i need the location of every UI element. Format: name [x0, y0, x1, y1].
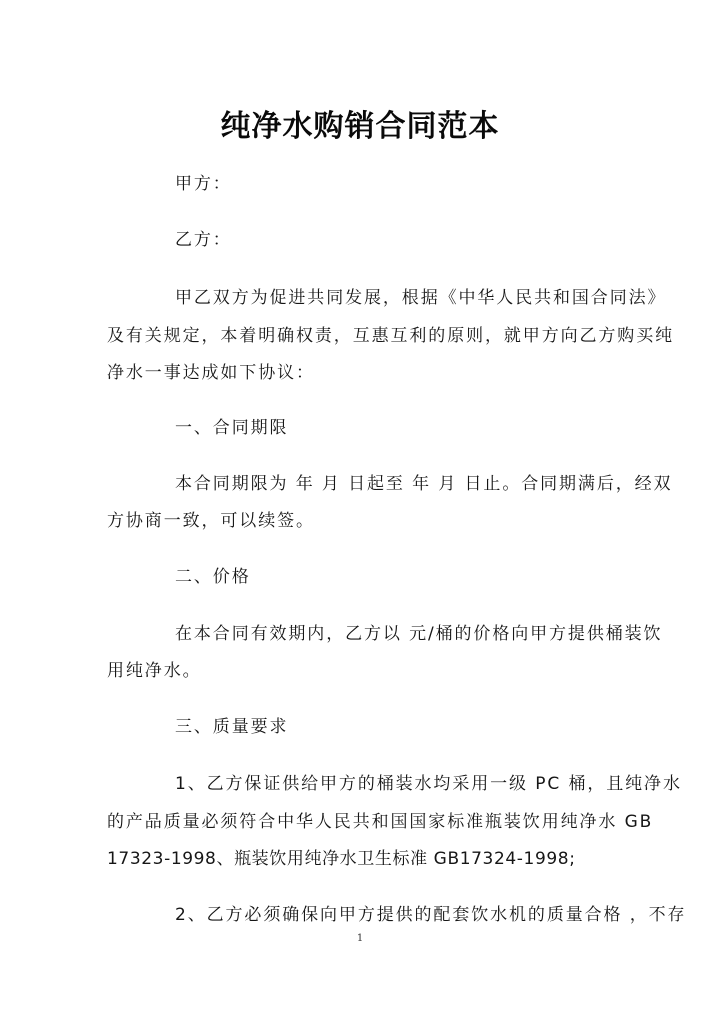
- intro-paragraph-line: 净水一事达成如下协议：: [107, 363, 315, 383]
- intro-paragraph-line: 及有关规定，本着明确权责，互惠互利的原则，就甲方向乙方购买纯: [107, 326, 674, 346]
- section-term-line: 方协商一致，可以续签。: [107, 511, 315, 531]
- quality-item-2-line: 2、乙方必须确保向甲方提供的配套饮水机的质量合格 ，不存: [175, 905, 687, 925]
- party-b-label: 乙方：: [175, 230, 232, 250]
- section-price-line: 用纯净水。: [107, 661, 202, 681]
- section-price-line: 在本合同有效期内，乙方以 元/桶的价格向甲方提供桶装饮: [175, 624, 663, 644]
- intro-paragraph-line: 甲乙双方为促进共同发展，根据《中华人民共和国合同法》: [175, 288, 667, 308]
- quality-item-1-line: 17323-1998、瓶装饮用纯净水卫生标准 GB17324-1998;: [107, 849, 576, 869]
- section-term-line: 本合同期限为 年 月 日起至 年 月 日止。合同期满后，经双: [175, 474, 673, 494]
- section-heading-price: 二、价格: [175, 567, 251, 587]
- document-title: 纯净水购销合同范本: [220, 109, 500, 144]
- section-heading-term: 一、合同期限: [175, 418, 289, 438]
- quality-item-1-line: 的产品质量必须符合中华人民共和国国家标准瓶装饮用纯净水 GB: [107, 812, 654, 832]
- party-a-label: 甲方：: [175, 174, 232, 194]
- page-number: 1: [356, 933, 364, 944]
- quality-item-1-line: 1、乙方保证供给甲方的桶装水均采用一级 PC 桶，且纯净水: [175, 774, 682, 794]
- section-heading-quality: 三、质量要求: [175, 717, 289, 737]
